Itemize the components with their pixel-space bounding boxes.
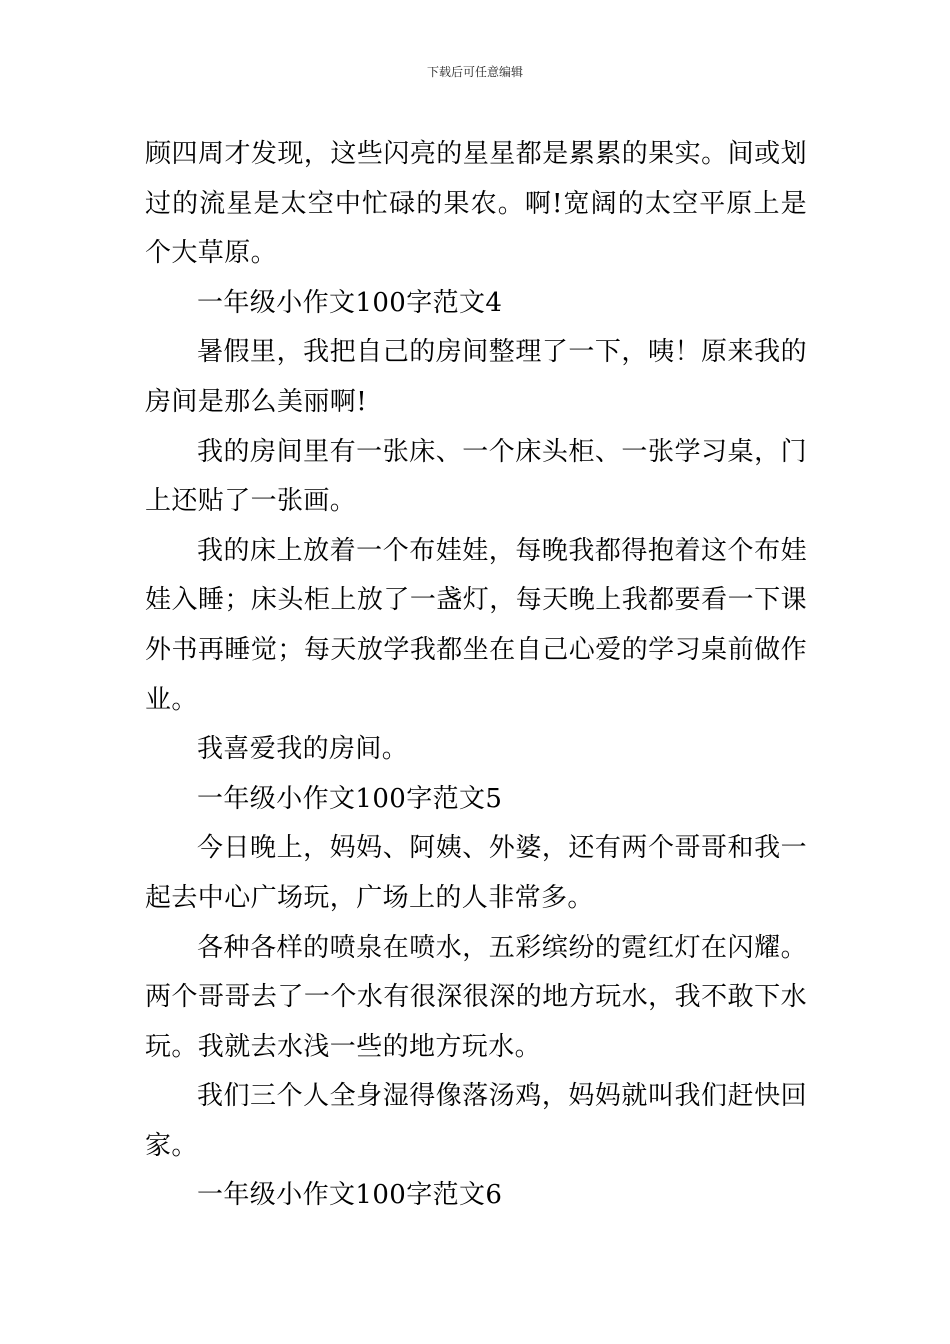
paragraph: 我的房间里有一张床、一个床头柜、一张学习桌，门上还贴了一张画。 (145, 436, 807, 517)
paragraph: 今日晚上，妈妈、阿姨、外婆，还有两个哥哥和我一起去中心广场玩，广场上的人非常多。 (145, 833, 807, 913)
document-body (145, 130, 807, 1221)
paragraph: 我们三个人全身湿得像落汤鸡，妈妈就叫我们赶快回家。 (145, 1081, 807, 1161)
section-heading-6: 一年级小作文100字范文6 (197, 1180, 503, 1211)
section-heading-5: 一年级小作文100字范文5 (197, 783, 503, 814)
section-heading-4: 一年级小作文100字范文4 (197, 287, 503, 318)
paragraph: 暑假里，我把自己的房间整理了一下，咦！原来我的房间是那么美丽啊! (145, 337, 807, 417)
header-note: 下载后可任意编辑 (426, 65, 523, 79)
paragraph: 我喜爱我的房间。 (197, 734, 409, 765)
paragraph: 我的床上放着一个布娃娃，每晚我都得抱着这个布娃娃入睡；床头柜上放了一盏灯，每天晚上我都要看一下课外书再睡觉；每天放学我都坐在自己心爱的学习桌前做作业。 (145, 535, 807, 715)
paragraph-continuation: 顾四周才发现，这些闪亮的星星都是累累的果实。间或划过的流星是太空中忙碌的果农。啊!宽阔的太空平原上是个大草原。 (145, 139, 807, 269)
paragraph: 各种各样的喷泉在喷水，五彩缤纷的霓红灯在闪耀。两个哥哥去了一个水有很深很深的地方玩水，我不敢下水玩。我就去水浅一些的地方玩水。 (145, 932, 807, 1062)
